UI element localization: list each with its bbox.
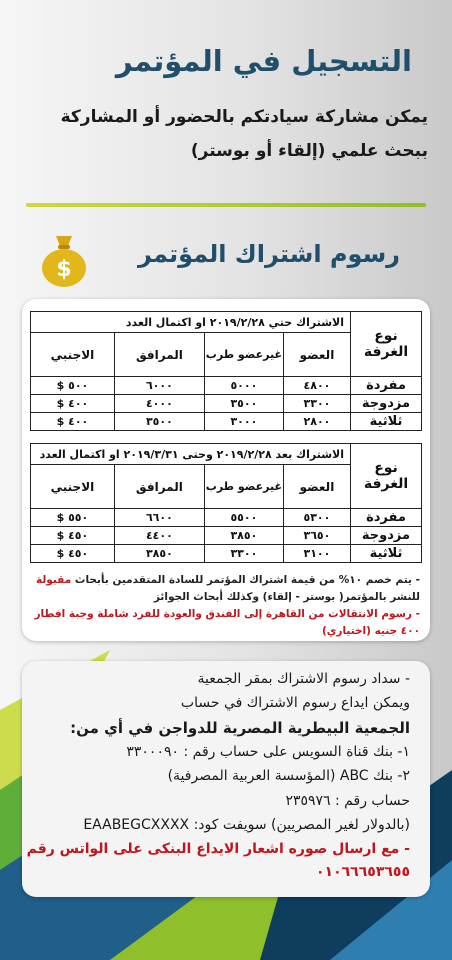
- payment-line-6: حساب رقم : ٢٣٥٩٧٦: [285, 793, 410, 809]
- fee-notes: [28, 572, 420, 640]
- fees-title: رسوم اشتراك المؤتمر: [138, 240, 400, 268]
- companion-price: ٤٤٠٠: [114, 527, 204, 545]
- nonmember-header: غيرعضو طرب: [204, 465, 283, 509]
- companion-price: ٦٦٠٠: [114, 509, 204, 527]
- payment-line-3: الجمعية البيطرية المصرية للدواجن في أي من:: [70, 719, 410, 737]
- table-row: [31, 545, 422, 563]
- companion-header: المرافق: [114, 465, 204, 509]
- fees-table-early: [30, 311, 422, 431]
- money-bag-icon: [38, 232, 90, 288]
- foreign-header: الاجنبي: [31, 465, 115, 509]
- table-row: [31, 395, 422, 413]
- foreign-price: ٤٠٠ $: [31, 413, 115, 431]
- payment-line-4: ١- بنك قناة السويس على حساب رقم : ٣٣٠٠٠٩٠: [126, 744, 410, 760]
- room-type-cell: مفردة: [351, 377, 422, 395]
- table-row: [31, 377, 422, 395]
- early-period-label: الاشتراك حتي ٢٠١٩/٢/٢٨ او اكتمال العدد: [31, 312, 351, 333]
- nonmember-price: ٣٥٠٠: [204, 395, 283, 413]
- companion-header: المرافق: [114, 333, 204, 377]
- intro-line-1: يمكن مشاركة سيادتكم بالحضور أو المشاركة: [60, 107, 428, 127]
- member-header: العضو: [283, 333, 350, 377]
- companion-price: ٣٨٥٠: [114, 545, 204, 563]
- room-type-cell: ثلاثية: [351, 413, 422, 431]
- page-title: التسجيل في المؤتمر: [115, 44, 412, 78]
- nonmember-header: غيرعضو طرب: [204, 333, 283, 377]
- payment-line-2: ويمكن ايداع رسوم الاشتراك في حساب: [180, 695, 410, 711]
- room-type-cell: مزدوجة: [351, 395, 422, 413]
- foreign-price: ٤٥٠ $: [31, 527, 115, 545]
- nonmember-price: ٣٠٠٠: [204, 413, 283, 431]
- whatsapp-number: ٠١٠٦٦٦٥٣٦٥٥: [316, 864, 410, 880]
- payment-line-7: (بالدولار لغير المصريين) سويفت كود: EAABEGCXXXX: [83, 817, 410, 833]
- room-type-header: نوع الغرفة: [351, 444, 422, 509]
- foreign-price: ٤٥٠ $: [31, 545, 115, 563]
- fees-table-late: [30, 443, 422, 563]
- bag-dollar-symbol: $: [56, 257, 72, 282]
- discount-note: - يتم خصم ١٠% من قيمة اشتراك المؤتمر للسادة المتقدمين بأبحاث مقبولة: [36, 574, 420, 586]
- foreign-price: ٥٠٠ $: [31, 377, 115, 395]
- table-row: [31, 527, 422, 545]
- foreign-price: ٥٥٠ $: [31, 509, 115, 527]
- intro-line-2: ببحث علمي (إلقاء أو بوستر): [190, 141, 428, 161]
- member-price: ٥٣٠٠: [283, 509, 350, 527]
- member-price: ٣٦٥٠: [283, 527, 350, 545]
- room-type-cell: ثلاثية: [351, 545, 422, 563]
- nonmember-price: ٣٨٥٠: [204, 527, 283, 545]
- member-price: ٣٣٠٠: [283, 395, 350, 413]
- table-row: [31, 509, 422, 527]
- room-type-cell: مزدوجة: [351, 527, 422, 545]
- foreign-price: ٤٠٠ $: [31, 395, 115, 413]
- discount-note-line-2: للنشر بالمؤتمر( بوستر - إلقاء) وكذلك أبحاث الجوائز: [153, 591, 420, 603]
- transport-note-price: ٤٠٠ جنيه (اختياري): [322, 625, 420, 637]
- companion-price: ٣٥٠٠: [114, 413, 204, 431]
- payment-line-1: - سداد رسوم الاشتراك بمقر الجمعية: [197, 671, 410, 687]
- companion-price: ٤٠٠٠: [114, 395, 204, 413]
- nonmember-price: ٥٥٠٠: [204, 509, 283, 527]
- member-price: ٢٨٠٠: [283, 413, 350, 431]
- member-price: ٣١٠٠: [283, 545, 350, 563]
- transport-note: - رسوم الانتقالات من القاهرة إلى الفندق والعودة للفرد شاملة وجبة افطار: [34, 608, 420, 620]
- member-header: العضو: [283, 465, 350, 509]
- foreign-header: الاجنبي: [31, 333, 115, 377]
- room-type-header: نوع الغرفة: [351, 312, 422, 377]
- nonmember-price: ٥٠٠٠: [204, 377, 283, 395]
- payment-line-5: ٢- بنك ABC (المؤسسة العربية المصرفية): [167, 768, 410, 784]
- member-price: ٤٨٠٠: [283, 377, 350, 395]
- payment-line-8: - مع ارسال صوره اشعار الايداع البنكى على الواتس رقم: [26, 841, 410, 857]
- intro-text: [28, 100, 428, 168]
- late-period-label: الاشتراك بعد ٢٠١٩/٢/٢٨ وحتى ٢٠١٩/٣/٣١ او اكتمال العدد: [31, 444, 351, 465]
- table-row: [31, 413, 422, 431]
- section-divider: [26, 203, 426, 207]
- room-type-cell: مفردة: [351, 509, 422, 527]
- companion-price: ٦٠٠٠: [114, 377, 204, 395]
- nonmember-price: ٣٣٠٠: [204, 545, 283, 563]
